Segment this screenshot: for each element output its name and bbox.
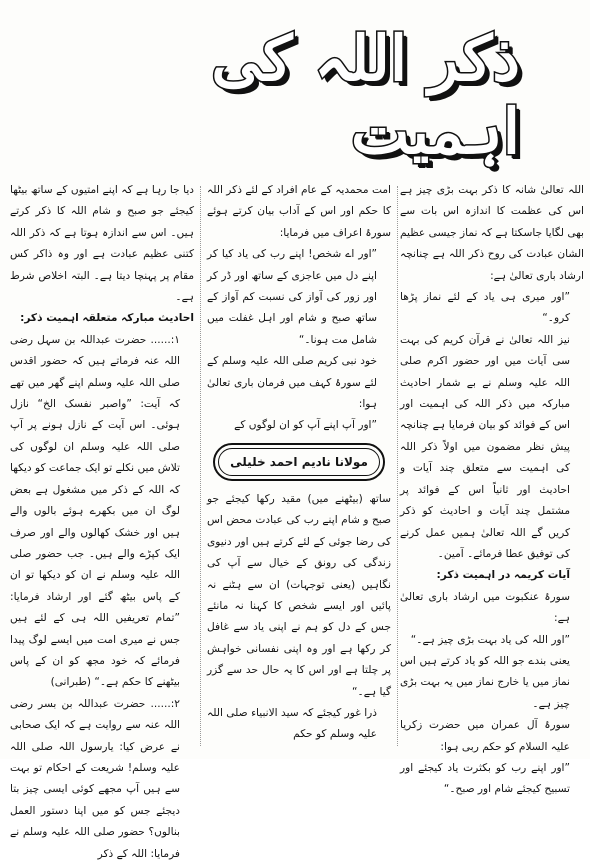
paragraph: خود نبی کریم صلی اللہ علیہ وسلم کے لئے سورۂ کہف میں فرمان باری تعالیٰ ہوا: bbox=[207, 355, 377, 411]
paragraph: دیا جا رہا ہے کہ اپنے امتیوں کے ساتھ بیٹھا کیجئے جو صبح و شام اللہ کا ذکر کرتے ہیں۔ اس سے اندازہ ہوتا ہے کہ ذکر اللہ کتنی عظیم عبادت ہے اور وہ ذاکر کس مقام پر پہنچا دیتا ہے۔ البتہ اخلاص شرط ہے۔ bbox=[10, 184, 194, 304]
paragraph: ۲:...... حضرت عبداللہ بن بسر رضی اللہ عنہ سے روایت ہے کہ ایک صحابی نے عرض کیا: یارسول اللہ صلی اللہ علیہ وسلم! شریعت کے احکام تو بہت سے ہیں آپ مجھے کوئی ایسی چیز بتا دیجئے جس کو میں اپنا دستور العمل بنالوں؟ حضور صلی اللہ علیہ وسلم نے فرمایا: اللہ کے ذکر bbox=[10, 697, 180, 860]
quote: ”اور اپنے رب کو بکثرت یاد کیجئے اور تسبیح کیجئے شام اور صبح۔“ bbox=[400, 761, 570, 796]
paragraph: یعنی بندے جو اللہ کو یاد کرتے ہیں اس نماز میں یا خارج نماز میں یہ بہت بڑی چیز ہے۔ bbox=[400, 654, 570, 710]
quote: ”اور اللہ کی یاد بہت بڑی چیز ہے۔“ bbox=[410, 633, 570, 646]
text-column-left bbox=[10, 180, 194, 860]
paragraph: سورۂ آل عمران میں حضرت زکریا علیہ السلام کو حکم ربی ہوا: bbox=[400, 719, 570, 753]
section-heading: احادیث مبارکہ متعلقہ اہمیت ذکر: bbox=[20, 312, 194, 325]
author-byline-box bbox=[213, 443, 385, 481]
paragraph: اللہ تعالیٰ شانہ کا ذکر بہت بڑی چیز ہے اس کی عظمت کا اندازہ اس بات سے بھی لگایا جاسکتا ہے کہ نماز جیسی عظیم الشان عبادت کی روح ذکر اللہ ہے چنانچہ ارشاد باری تعالیٰ ہے: bbox=[399, 184, 584, 282]
quote: ”اور اے شخص! اپنے رب کی یاد کیا کر اپنے دل میں عاجزی کے ساتھ اور ڈر کر اور زور کی آواز کی نسبت کم آواز کے ساتھ صبح و شام اور اہل غفلت میں شامل مت ہونا۔“ bbox=[207, 248, 377, 346]
paragraph: ذرا غور کیجئے کہ سید الانبیاء صلی اللہ علیہ وسلم کو حکم bbox=[207, 706, 377, 741]
paragraph: ساتھ (بیٹھنے میں) مقید رکھا کیجئے جو صبح و شام اپنے رب کی عبادت محض اس کی رضا جوئی کے لئے کرتے ہیں اور دنیوی زندگی کی رونق کے خیال سے آپ کی نگاہیں (یعنی توجہات) ان سے ہٹنے نہ پائیں اور ایسے شخص کا کہنا نہ مانئے جس کے دل کو ہم نے اپنی یاد سے غافل کر رکھا ہے اور وہ اپنی نفسانی خواہش پر چلتا ہے اور اس کا یہ حال حد سے گزر گیا ہے۔“ bbox=[207, 492, 391, 698]
quote: ”اور آپ اپنے آپ کو ان لوگوں کے bbox=[234, 419, 377, 432]
quote: ”اور میری ہی یاد کے لئے نماز پڑھا کرو۔“ bbox=[400, 291, 570, 325]
paragraph: ۱:...... حضرت عبداللہ بن سہل رضی اللہ عنہ فرماتے ہیں کہ حضور اقدس صلی اللہ علیہ وسلم اپنے گھر میں تھے کہ آیت: ”واصبر نفسک الخ“ نازل ہوئی۔ اس آیت کے نازل ہونے پر آپ صلی اللہ علیہ وسلم ان لوگوں کی تلاش میں نکلے تو ایک جماعت کو دیکھا کہ اللہ کے ذکر میں مشغول ہے بعض لوگ ان میں بکھرے ہوئے بالوں والے ہیں اور خشک کھالوں والے اور صرف ایک کپڑے والے ہیں۔ جب حضور صلی اللہ علیہ وسلم نے ان کو دیکھا تو ان کے پاس بیٹھ گئے اور ارشاد فرمایا: ”تمام تعریفیں اللہ ہی کے لئے ہیں جس نے میری امت میں ایسے لوگ پیدا فرمائے کہ خود مجھ کو ان کے پاس بیٹھنے کا حکم ہے۔“ (طبرانی) bbox=[10, 333, 180, 689]
section-heading: آیات کریمہ در اہمیت ذکر: bbox=[436, 569, 570, 582]
paragraph: نیز اللہ تعالیٰ نے قرآن کریم کی بہت سی آیات میں اور حضور اکرم صلی اللہ علیہ وسلم نے بے شمار احادیث مبارکہ میں ذکر اللہ کی اہمیت اور اس کے فوائد کو بیان فرمایا ہے چنانچہ پیش نظر مضمون میں اولاً ذکر اللہ کی اہمیت سے متعلق چند آیات و احادیث اور ثانیاً اس کے فوائد پر مشتمل چند آیات و احادیث کو ذکر کریں گے اللہ تعالیٰ ہمیں عمل کرنے کی توفیق عطا فرمائے۔ آمین۔ bbox=[400, 333, 570, 560]
author-byline: مولانا نادیم احمد خلیلی bbox=[218, 448, 380, 476]
text-column-middle bbox=[207, 180, 391, 750]
column-divider bbox=[397, 186, 398, 746]
page-title: ذکر اللہ کی اہمیت bbox=[211, 22, 520, 168]
text-column-right bbox=[399, 180, 584, 796]
column-divider bbox=[200, 186, 201, 746]
paragraph: امت محمدیہ کے عام افراد کے لئے ذکر اللہ کا حکم اور اس کے آداب بیان کرتے ہوئے سورۂ اعراف میں فرمایا: bbox=[207, 184, 391, 239]
paragraph: سورۂ عنکبوت میں ارشاد باری تعالیٰ ہے: bbox=[400, 590, 570, 625]
